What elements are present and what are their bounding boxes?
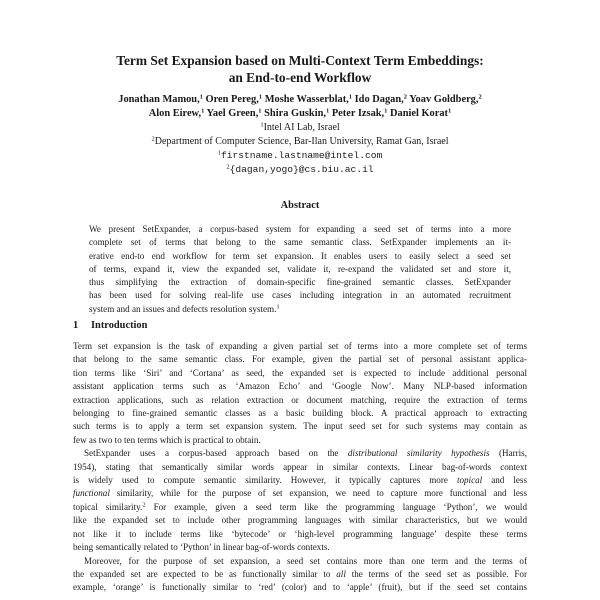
author-name: Jonathan Mamou, <box>118 94 200 105</box>
title-line-1: Term Set Expansion based on Multi-Context Term Embeddings: <box>116 53 484 68</box>
affiliation-1 <box>0 121 600 135</box>
author-name: Ido Dagan, <box>354 94 404 105</box>
body-line: assistant application terms such as ‘Amazon Echo’ and ‘Google Now’. Many NLP-based information <box>73 381 527 392</box>
paragraph-2 <box>73 447 527 554</box>
email-mark: 2 <box>226 163 230 171</box>
author-list <box>0 93 600 121</box>
body-line <box>73 447 527 460</box>
text: (Harris, <box>489 448 527 459</box>
text: SetExpander uses a corpus-based approach based on the <box>84 448 348 459</box>
body-line: such terms is to apply a term set expansion system. The input seed set for such systems may contain as <box>73 421 527 432</box>
body-line: few as two to ten terms which is practical to obtain. <box>73 434 261 445</box>
section-title: Introduction <box>91 320 148 331</box>
body-line: not like it to include terms like ‘bytecode’ or ‘high-level programming language’ despite these terms <box>73 528 527 539</box>
email-mark: 1 <box>217 149 222 157</box>
body-line <box>73 474 527 487</box>
body-line: belonging to fine-grained semantic classes as a basic building block. A practical approach to extracting <box>73 408 527 419</box>
footnote-mark: 2 <box>142 501 146 509</box>
body-line: extraction applications, such as relation extraction or document matching, require the extraction of terms <box>73 394 527 405</box>
email-1 <box>0 149 600 163</box>
text: and less <box>482 475 527 486</box>
author-name: Moshe Wasserblat, <box>264 94 349 105</box>
author-name: Oren Pereg, <box>205 94 259 105</box>
author-affiliation-mark: 1 <box>258 93 263 101</box>
body-line: Term set expansion is the task of expanding a given partial set of terms into a more complete set of terms <box>73 341 527 351</box>
body-line: like the expanded set to include other programming languages with similar characteristics, but we would <box>73 515 527 526</box>
authors-line-2 <box>0 107 600 121</box>
emphasis: functional <box>73 488 110 499</box>
section-heading <box>73 320 147 331</box>
body-line: that belong to the same semantic class. For example, given the partial set of personal assistant applica- <box>73 354 527 365</box>
body-line: example, ‘orange’ is functionally similar to ‘red’ (color) and to ‘apple’ (fruit), but if the seed set contains <box>73 582 527 593</box>
author-affiliation-mark: 1 <box>325 107 330 115</box>
abstract-line: erative end-to end workflow for term set expansion. It enables users to easily select a seed set <box>89 250 511 261</box>
affiliation-mark: 2 <box>151 135 155 143</box>
author-name: Alon Eirew, <box>148 108 202 119</box>
abstract-line-text: system and an issues and defects resolution system. <box>89 303 277 314</box>
text: For example, given a seed term like the programming language ‘Python’, we would <box>145 501 528 512</box>
affiliation-2 <box>0 135 600 149</box>
author-affiliation-mark: 2 <box>478 93 482 101</box>
author-affiliation-mark: 1 <box>258 107 262 115</box>
body-line <box>73 487 527 500</box>
email-text: firstname.lastname@intel.com <box>221 150 383 161</box>
abstract-line: of terms, expand it, view the expanded set, validate it, re-expand the validated set and store it, <box>89 263 511 274</box>
author-name: Shira Guskin, <box>264 108 326 119</box>
body-line: being semantically related to ‘Python’ in linear bag-of-words contexts. <box>73 542 330 553</box>
author-name: Yael Green, <box>206 108 259 119</box>
body-line: Moreover, for the purpose of set expansion, a seed set contains more than one term and the terms of <box>84 555 527 566</box>
author-name: Daniel Korat <box>390 108 449 119</box>
emphasis: distributional similarity hypothesis <box>347 448 490 459</box>
body-line <box>73 568 527 581</box>
body-line <box>73 501 527 514</box>
text: the terms of the seed set as possible. For <box>345 568 527 579</box>
author-affiliation-mark: 1 <box>448 107 452 115</box>
abstract-line: thus simplifying the extraction of domain-specific fine-grained semantic classes. SetExpander <box>89 277 511 288</box>
text: the expanded set are expected to be as functionally similar to <box>73 568 337 579</box>
body-text <box>73 340 527 595</box>
author-affiliation-mark: 2 <box>403 93 407 101</box>
abstract-text <box>89 223 511 316</box>
abstract-line: complete set of terms that belong to the same semantic class. SetExpander implements an it- <box>89 237 511 248</box>
abstract-line: has been used for solving real-life use cases including integration in an automated recruitment <box>89 290 511 301</box>
text: is widely used to compute semantic similarity. However, it typically captures more <box>73 475 457 486</box>
text: topical similarity. <box>73 501 143 512</box>
email-text: {dagan,yogo}@cs.biu.ac.il <box>229 164 374 175</box>
authors-line-1 <box>0 93 600 107</box>
author-affiliation-mark: 1 <box>384 107 388 115</box>
abstract-line: We present SetExpander, a corpus-based system for expanding a seed set of terms into a more <box>89 224 511 234</box>
abstract-line <box>89 303 511 316</box>
affiliation-mark: 1 <box>260 121 264 129</box>
author-affiliation-mark: 1 <box>199 93 203 101</box>
affiliation-text: Intel AI Lab, Israel <box>263 122 340 133</box>
footnote-mark: 1 <box>276 303 280 311</box>
affiliations <box>0 121 600 177</box>
title-line-2: an End-to-end Workflow <box>228 70 372 85</box>
author-name: Yoav Goldberg, <box>409 94 479 105</box>
author-affiliation-mark: 1 <box>201 107 205 115</box>
author-affiliation-mark: 1 <box>348 93 353 101</box>
email-2 <box>0 163 600 177</box>
section-number: 1 <box>73 320 79 331</box>
emphasis: topical <box>456 475 483 486</box>
body-line: 1954), stating that semantically similar words appear in similar contexts. Linear bag-of-words context <box>73 461 527 472</box>
body-line: tion terms like ‘Siri’ and ‘Cortana’ as seed, the expanded set is expected to include additional personal <box>73 367 527 378</box>
affiliation-text: Department of Computer Science, Bar-Ilan University, Ramat Gan, Israel <box>154 136 449 147</box>
emphasis: all <box>336 568 346 579</box>
paragraph-3 <box>73 555 527 595</box>
paper-title <box>0 52 600 86</box>
text: similarity, while for the purpose of set expansion, we need to capture more functional and less <box>109 488 527 499</box>
paragraph-1 <box>73 340 527 447</box>
abstract-heading: Abstract <box>280 200 320 211</box>
author-name: Peter Izsak, <box>331 108 385 119</box>
